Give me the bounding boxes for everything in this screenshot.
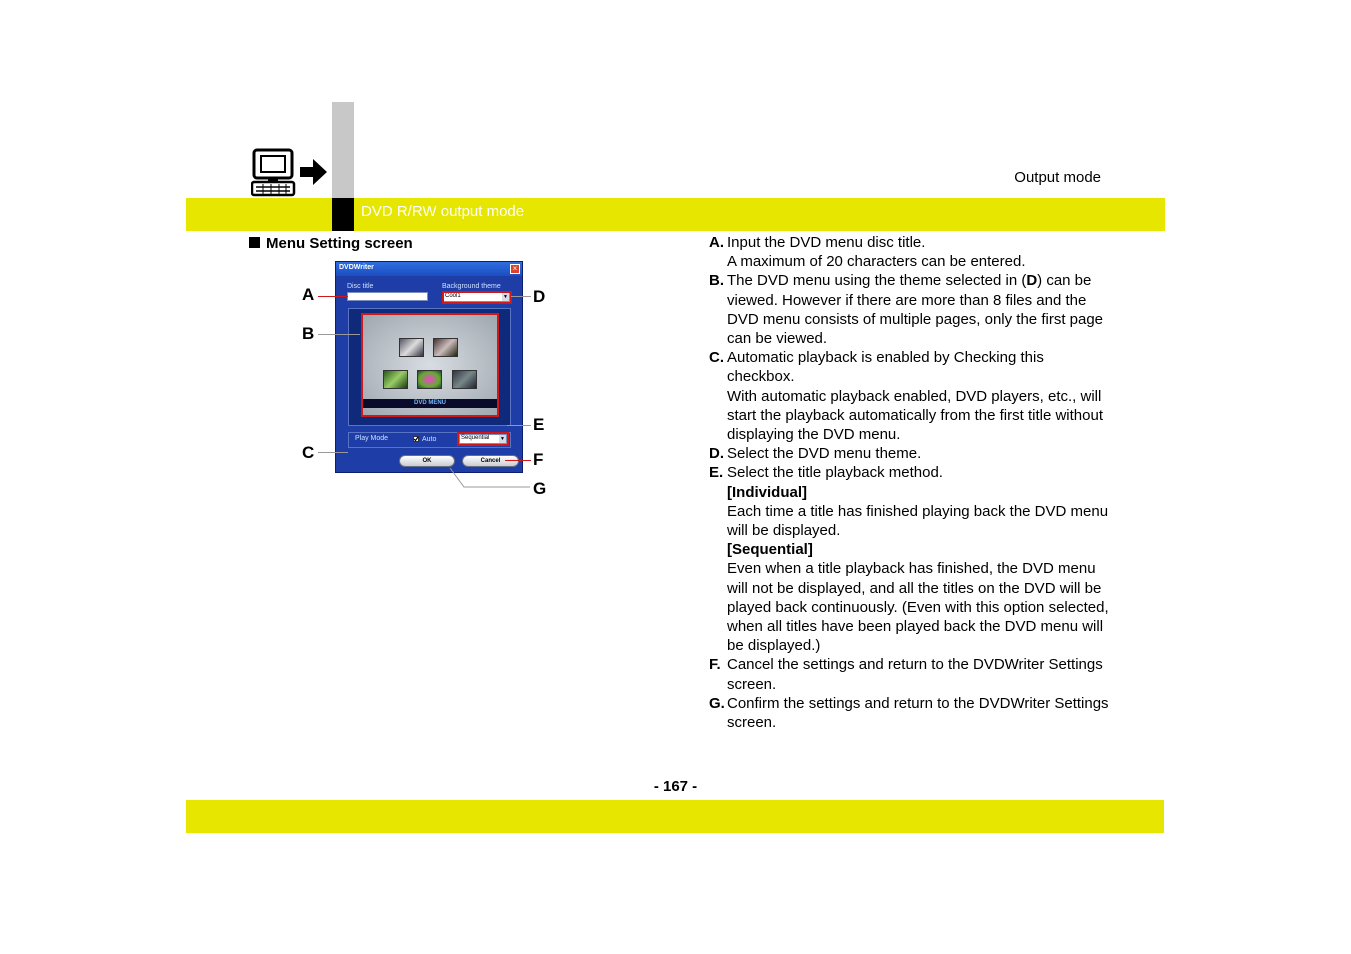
section-label: Output mode <box>1014 169 1101 186</box>
item-text: A maximum of 20 characters can be entered. <box>727 253 1026 271</box>
callout-c: C <box>302 443 315 462</box>
chevron-down-icon: ▼ <box>500 436 505 442</box>
item-text: Cancel the settings and return to the DVDWriter Settings screen. <box>727 656 1103 693</box>
callout-d-leader <box>511 296 531 297</box>
checkmark-icon <box>413 436 419 442</box>
item-key: A. <box>709 234 724 251</box>
item-text: Select the DVD menu theme. <box>727 445 922 463</box>
sequential-heading: [Sequential] <box>727 541 813 559</box>
dialog-title: DVDWriter <box>339 264 374 271</box>
footer-band <box>186 800 1164 833</box>
item-text: Select the title playback method. <box>727 464 943 482</box>
description-e <box>709 463 1109 655</box>
close-icon[interactable]: × <box>510 264 520 274</box>
callout-f-leader <box>505 460 531 461</box>
callout-c-leader <box>318 452 348 453</box>
square-bullet-icon <box>249 237 260 248</box>
background-theme-label: Background theme <box>442 283 501 290</box>
callout-g: G <box>533 479 547 498</box>
playback-method-value: Sequential <box>461 435 490 441</box>
auto-checkbox[interactable] <box>413 436 419 442</box>
description-b <box>709 271 1109 348</box>
description-a <box>709 233 1109 271</box>
item-key: D. <box>709 445 724 463</box>
item-text: Even when a title playback has finished, the DVD menu will not be displayed, and all the titles on the DVD will be played back continuously. (Even with this option selected, when all titles have been played back the DVD menu will be displayed.) <box>727 560 1109 655</box>
description-g <box>709 694 1109 732</box>
callout-b-leader <box>318 334 360 335</box>
preview-highlight-frame <box>361 313 499 417</box>
theme-highlight-frame <box>442 291 512 304</box>
callout-e: E <box>533 415 545 434</box>
chevron-down-icon: ▼ <box>503 294 508 300</box>
item-text: With automatic playback enabled, DVD players, etc., will start the playback automatically from the first title without displaying the DVD menu. <box>727 387 1103 444</box>
play-mode-label: Play Mode <box>355 435 389 442</box>
item-text: The DVD menu using the theme selected in (D) can be viewed. However if there are more than 8 files and the DVD menu consists of multiple pages, only the first page can be viewed. <box>727 272 1104 348</box>
auto-label: Auto <box>422 436 437 443</box>
disc-title-input[interactable] <box>347 292 428 301</box>
description-d <box>709 444 1109 463</box>
ok-button[interactable]: OK <box>399 455 455 467</box>
item-text: Automatic playback is enabled by Checking this checkbox. <box>727 349 1044 386</box>
callout-a: A <box>302 285 315 304</box>
disc-title-label: Disc title <box>347 283 374 290</box>
callout-g-leader <box>448 466 532 490</box>
item-key: F. <box>709 656 721 674</box>
callout-b: B <box>302 324 315 343</box>
dvd-menu-caption: DVD MENU <box>362 399 498 408</box>
description-list <box>709 233 1109 732</box>
section-title <box>249 235 413 252</box>
item-key: G. <box>709 694 725 712</box>
dvdwriter-dialog <box>335 261 523 473</box>
item-text: Confirm the settings and return to the DVDWriter Settings screen. <box>727 694 1109 732</box>
header-band-marker <box>332 198 354 231</box>
description-f <box>709 655 1109 693</box>
individual-heading: [Individual] <box>727 483 807 501</box>
callout-a-leader <box>318 296 348 297</box>
page-number: - 167 - <box>653 778 698 795</box>
section-title-text: Menu Setting screen <box>266 235 413 252</box>
item-key: C. <box>709 349 724 367</box>
item-text: Each time a title has finished playing back the DVD menu will be displayed. <box>727 502 1109 540</box>
item-text: Input the DVD menu disc title. <box>727 234 926 251</box>
callout-e-leader <box>507 425 531 426</box>
item-key: E. <box>709 464 724 482</box>
description-c <box>709 348 1109 444</box>
callout-d: D <box>533 287 546 306</box>
item-key: B. <box>709 272 724 290</box>
page-title: DVD R/RW output mode <box>361 203 525 220</box>
cancel-button[interactable]: Cancel <box>462 455 519 467</box>
computer-arrow-icon <box>251 148 329 198</box>
header-grey-tab <box>332 102 354 198</box>
callout-f: F <box>533 450 544 469</box>
playback-highlight-frame <box>457 432 509 446</box>
background-theme-value: Cool1 <box>445 293 461 299</box>
